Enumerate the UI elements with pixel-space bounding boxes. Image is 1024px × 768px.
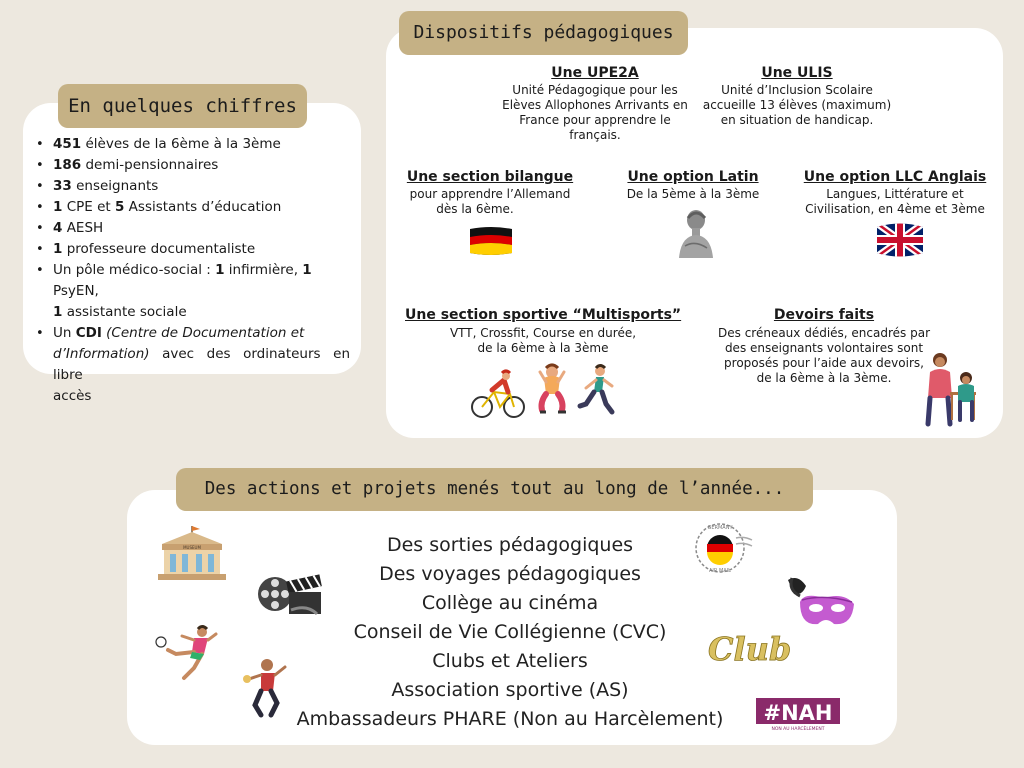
list-item: • 451 élèves de la 6ème à la 3ème [53, 134, 350, 155]
list-item: • Un CDI (Centre de Documentation et d’Information) avec des ordinateurs en libre accès [53, 323, 350, 407]
stamp-text: GERMANY [707, 525, 733, 531]
teacher-student-icon [922, 352, 980, 428]
crossfit-athlete-icon [534, 364, 570, 416]
action-item: Clubs et Ateliers [432, 650, 588, 672]
action-item: Association sportive (AS) [391, 679, 629, 701]
devoirs-desc: Des créneaux dédiés, encadrés par des enseignants volontaires sont proposés pour l’aide aux devoirs, de la 6ème à la 3ème. [718, 326, 930, 385]
uk-flag-icon [875, 222, 925, 258]
bust-statue-icon [675, 210, 715, 260]
bilangue-desc: pour apprendre l’Allemand dès la 6ème. [409, 187, 571, 216]
cyclist-icon [470, 368, 526, 418]
runner-icon [578, 364, 618, 416]
llc-title: Une option LLC Anglais [803, 169, 987, 185]
sportive-title: Une section sportive “Multisports” [405, 307, 682, 323]
dispositifs-title: Dispositifs pédagogiques [399, 11, 688, 55]
upe2a-desc: Unité Pédagogique pour les Elèves Allophones Arrivants en France pour apprendre le français. [502, 83, 688, 142]
upe2a-title: Une UPE2A [551, 65, 639, 81]
action-item: Des voyages pédagogiques [379, 563, 641, 585]
chiffres-title: En quelques chiffres [58, 84, 307, 128]
list-item: • 33 enseignants [53, 176, 350, 197]
list-item: • Un pôle médico-social : 1 infirmière, 1 PsyEN, 1 assistante sociale [53, 260, 350, 323]
ulis-title: Une ULIS [761, 65, 833, 81]
action-item: Des sorties pédagogiques [386, 534, 634, 556]
llc-desc: Langues, Littérature et Civilisation, en 4ème et 3ème [805, 187, 985, 216]
list-item: • 1 professeure documentaliste [53, 239, 350, 260]
germany-stamp-icon [690, 520, 756, 576]
handball-player-icon [241, 657, 291, 719]
bilangue-title: Une section bilangue [406, 169, 574, 185]
museum-icon [156, 526, 228, 582]
nah-tag: #NAH [763, 701, 833, 725]
soccer-player-icon [154, 624, 220, 682]
action-item: Collège au cinéma [421, 592, 599, 614]
chiffres-list [53, 134, 350, 407]
action-item: Ambassadeurs PHARE (Non au Harcèlement) [296, 708, 724, 730]
ulis-desc: Unité d’Inclusion Scolaire accueille 13 élèves (maximum) en situation de handicap. [702, 83, 892, 127]
list-item: • 186 demi-pensionnaires [53, 155, 350, 176]
club-logo-icon [704, 622, 792, 668]
list-item: • 4 AESH [53, 218, 350, 239]
latin-desc: De la 5ème à la 3ème [626, 187, 760, 201]
stamp-text-2: AIR MAIL [709, 568, 731, 574]
devoirs-title: Devoirs faits [773, 307, 875, 323]
action-item: Conseil de Vie Collégienne (CVC) [353, 621, 667, 643]
actions-title: Des actions et projets menés tout au long de l’année... [176, 468, 813, 511]
museum-sign: MUSEUM [183, 545, 201, 550]
film-reel-icon [257, 570, 323, 618]
nah-sub: NON AU HARCÈLEMENT [771, 727, 825, 732]
carnival-mask-icon [784, 574, 860, 634]
german-flag-icon [468, 226, 514, 256]
list-item: • 1 CPE et 5 Assistants d’éducation [53, 197, 350, 218]
latin-title: Une option Latin [627, 169, 759, 185]
nah-badge-icon [756, 698, 840, 732]
club-word: Club [708, 630, 792, 668]
sportive-desc: VTT, Crossfit, Course en durée, de la 6ème à la 3ème [449, 326, 637, 355]
